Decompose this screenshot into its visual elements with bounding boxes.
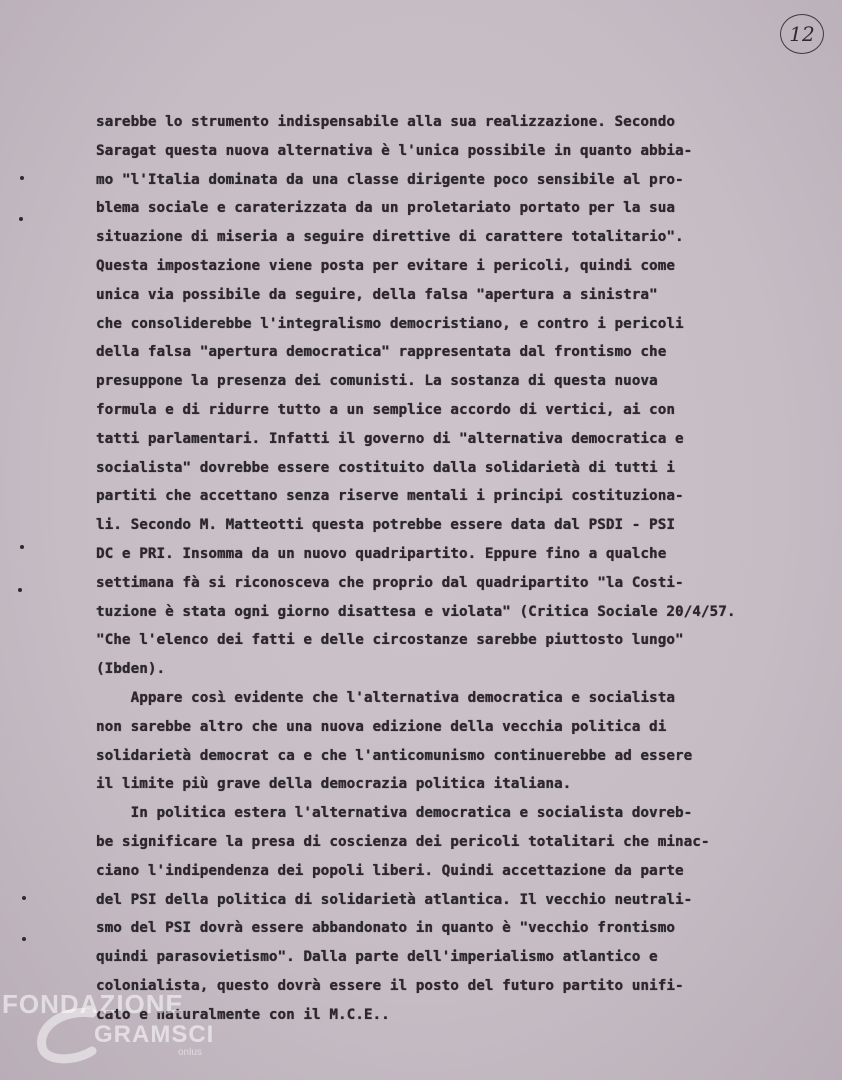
text-line: be significare la presa di coscienza dei pericoli totalitari che minac- xyxy=(96,833,710,850)
text-line: DC e PRI. Insomma da un nuovo quadripartito. Eppure fino a qualche xyxy=(96,545,667,562)
margin-mark xyxy=(20,545,24,549)
text-line: che consoliderebbe l'integralismo democristiano, e contro i pericoli xyxy=(96,315,684,332)
text-line: partiti che accettano senza riserve mentali i principi costituziona- xyxy=(96,488,684,505)
text-line: colonialista, questo dovrà essere il posto del futuro partito unifi- xyxy=(96,977,684,994)
text-line: sarebbe lo strumento indispensabile alla sua realizzazione. Secondo xyxy=(96,114,675,130)
text-line: tatti parlamentari. Infatti il governo di "alternativa democratica e xyxy=(96,430,684,447)
typewritten-text xyxy=(96,108,842,1030)
text-line: presuppone la presenza dei comunisti. La sostanza di questa nuova xyxy=(96,373,658,390)
text-line: Appare così evidente che l'alternativa democratica e socialista xyxy=(96,689,675,706)
margin-mark xyxy=(18,588,22,592)
text-line: solidarietà democrat ca e che l'anticomunismo continuerebbe ad essere xyxy=(96,747,693,764)
text-line: smo del PSI dovrà essere abbandonato in quanto è "vecchio frontismo xyxy=(96,920,675,937)
text-line: li. Secondo M. Matteotti questa potrebbe essere data dal PSDI - PSI xyxy=(96,517,675,534)
text-line: ciano l'indipendenza dei popoli liberi. Quindi accettazione da parte xyxy=(96,862,684,879)
page-number xyxy=(780,14,824,54)
text-line: "Che l'elenco dei fatti e delle circostanze sarebbe piuttosto lungo" xyxy=(96,632,684,649)
margin-mark xyxy=(22,937,26,941)
text-line: Saragat questa nuova alternativa è l'unica possibile in quanto abbia- xyxy=(96,142,693,159)
fondazione-gramsci-watermark xyxy=(2,985,215,1075)
margin-mark xyxy=(19,217,23,221)
text-line: blema sociale e caraterizzata da un proletariato portato per la sua xyxy=(96,200,675,217)
text-line: della falsa "apertura democratica" rappresentata dal frontismo che xyxy=(96,344,667,361)
text-line: quindi parasovietismo". Dalla parte dell'imperialismo atlantico e xyxy=(96,949,658,966)
text-line: (Ibden). xyxy=(96,661,166,678)
margin-mark xyxy=(22,896,26,900)
text-line: socialista" dovrebbe essere costituito dalla solidarietà di tutti i xyxy=(96,459,675,476)
text-line: situazione di miseria a seguire direttive di carattere totalitario". xyxy=(96,229,684,246)
text-line: unica via possibile da seguire, della falsa "apertura a sinistra" xyxy=(96,286,658,303)
text-line: il limite più grave della democrazia politica italiana. xyxy=(96,776,572,793)
page-number-text: 12 xyxy=(789,22,815,46)
text-line: mo "l'Italia dominata da una classe dirigente poco sensibile al pro- xyxy=(96,171,684,188)
watermark-line1: FONDAZIONE xyxy=(2,989,184,1019)
watermark-sub: onlus xyxy=(178,1047,202,1058)
text-line: settimana fà si riconosceva che proprio dal quadripartito "la Costi- xyxy=(96,574,684,591)
text-line: In politica estera l'alternativa democratica e socialista dovreb- xyxy=(96,805,693,822)
text-line: non sarebbe altro che una nuova edizione della vecchia politica di xyxy=(96,718,667,735)
text-line: tuzione è stata ogni giorno disattesa e violata" (Critica Sociale 20/4/57. xyxy=(96,603,736,620)
text-line: cato e naturalmente con il M.C.E.. xyxy=(96,1006,390,1023)
watermark-line2: GRAMSCI xyxy=(94,1021,215,1048)
text-line: del PSI della politica di solidarietà atlantica. Il vecchio neutrali- xyxy=(96,891,693,908)
text-line: formula e di ridurre tutto a un semplice accordo di vertici, ai con xyxy=(96,401,675,418)
text-line: Questa impostazione viene posta per evitare i pericoli, quindi come xyxy=(96,257,675,274)
margin-mark xyxy=(20,176,24,180)
